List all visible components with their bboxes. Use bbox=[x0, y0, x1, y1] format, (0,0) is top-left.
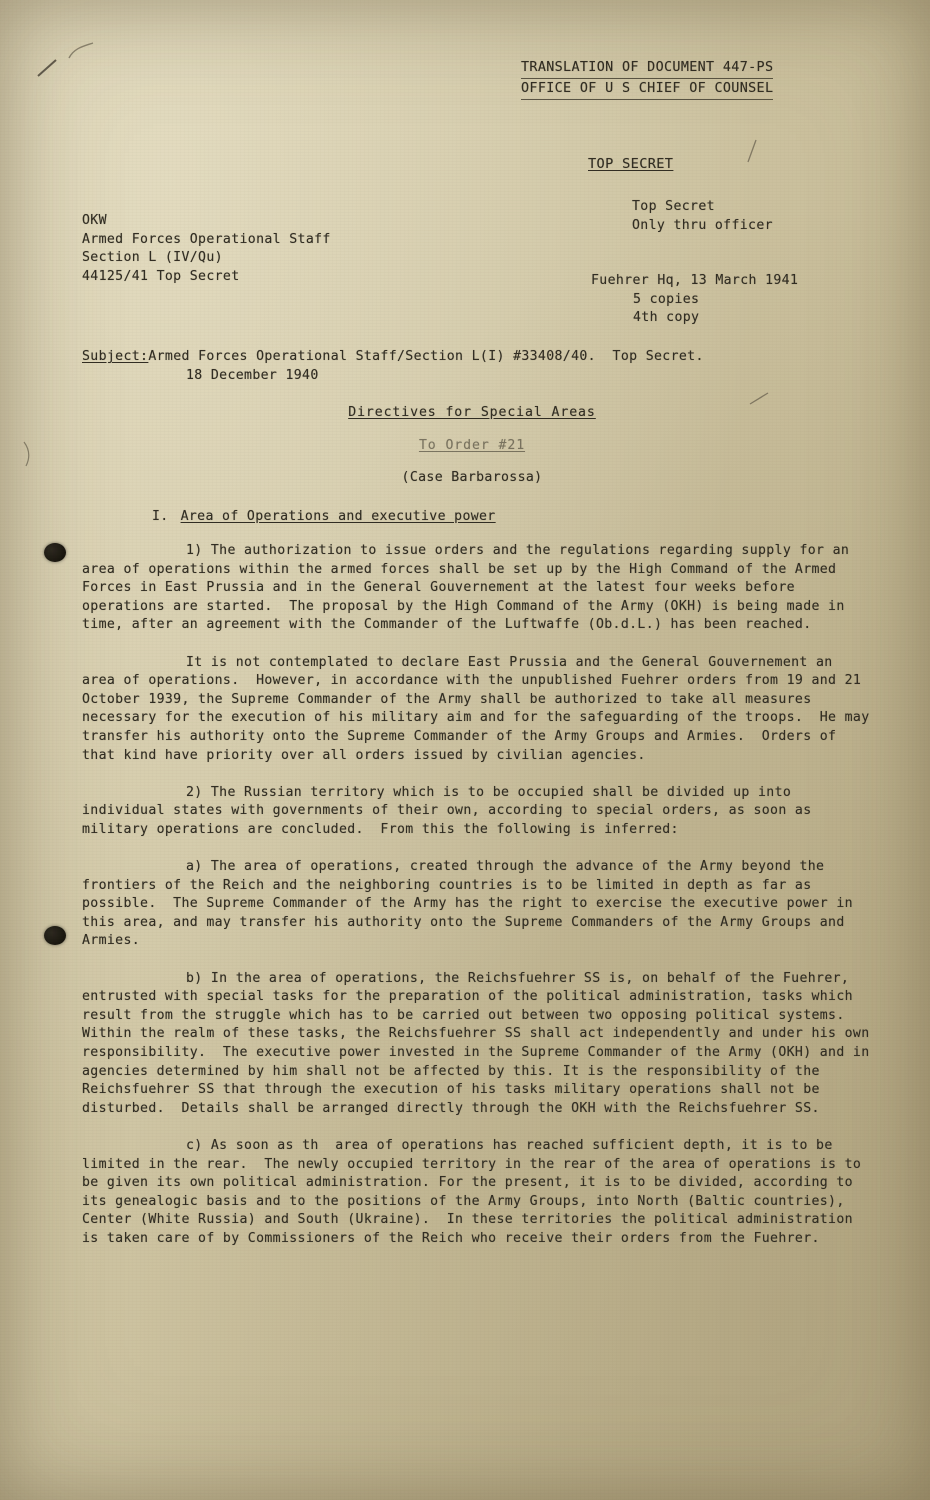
paragraph bbox=[82, 654, 878, 766]
paragraph-marker: a) bbox=[186, 859, 203, 875]
header-line-1 bbox=[521, 58, 881, 79]
originator-line-4: 44125/41 Top Secret bbox=[82, 268, 240, 284]
subject-block bbox=[82, 348, 862, 385]
originator-block bbox=[82, 212, 331, 286]
section-title: Area of Operations and executive power bbox=[180, 509, 496, 524]
subject-line-1: Armed Forces Operational Staff/Section L(I) #33408/40. Top Secret. bbox=[148, 349, 704, 364]
paragraph-marker: b) bbox=[186, 970, 203, 986]
section-heading bbox=[152, 508, 496, 527]
paragraph bbox=[82, 542, 872, 635]
classification-note bbox=[632, 198, 773, 235]
classification-note-line-1: Top Secret bbox=[632, 199, 715, 214]
subject-first-line bbox=[82, 348, 862, 367]
paragraph-text: In the area of operations, the Reichsfuehrer SS is, on behalf of the Fuehrer, entrusted with special tasks for the preparation of the political administration, tasks which result from the struggle which has to be carried out between two opposing political systems. Within the realm of these tasks, the Reichsfuehrer SS shall act independently and under his own responsibility. The executive power invested in the Supreme Commander of the Army (OKH) and in agencies determined by him shall not be affected by this. It is the responsibility of the Reichsfuehrer SS that through the execution of his tasks military operations shall not be disturbed. Details shall be arranged directly through the OKH with the Reichsfuehrer SS. bbox=[82, 970, 878, 1116]
title-line-1: Directives for Special Areas bbox=[348, 405, 596, 420]
originator-line-2: Armed Forces Operational Staff bbox=[82, 231, 331, 247]
pen-stroke-mark bbox=[744, 138, 760, 164]
pen-stroke-mark bbox=[20, 440, 40, 468]
document-body bbox=[82, 542, 878, 1267]
paragraph bbox=[82, 784, 872, 840]
section-heading-row bbox=[152, 508, 496, 527]
paragraph-text: It is not contemplated to declare East Prussia and the General Gouvernement an area of operations. However, in accordance with the unpublished Fuehrer orders from 19 and 21 October 1939, the Supreme Commander of the Army shall be authorized to take all measures necessary for the execution of his military aim and for the safeguarding of the troops. He may transfer his authority onto the Supreme Commander of the Army Groups and Armies. Orders of that kind have priority over all orders issued by civilian agencies. bbox=[82, 654, 878, 763]
title-line-2: To Order #21 bbox=[418, 437, 526, 453]
paragraph bbox=[82, 1137, 872, 1249]
dateline-line-1: Fuehrer Hq, 13 March 1941 bbox=[591, 273, 799, 288]
translation-header bbox=[521, 58, 881, 100]
paragraph bbox=[82, 970, 878, 1119]
punch-hole-mark bbox=[44, 926, 66, 945]
subject-label: Subject: bbox=[82, 349, 149, 364]
classification-note-line-2: Only thru officer bbox=[632, 217, 773, 233]
paragraph-text: The authorization to issue orders and the regulations regarding supply for an area of operations within the armed forces shall be set up by the High Command of the Armed Forces in East Prussia and in the General Gouvernement at the latest four weeks before operations are started. The proposal by the High Command of the Army (OKH) is being made in time, after an agreement with the Commander of the Luftwaffe (Ob.d.L.) has been reached. bbox=[82, 543, 858, 633]
paragraph-text: The Russian territory which is to be occupied shall be divided up into individual states with governments of their own, according to special orders, as soon as military operations are concluded. From this the following is inferred: bbox=[82, 784, 820, 837]
paragraph-text: The area of operations, created through the advance of the Army beyond the frontiers of the Reich and the neighboring countries is to be limited in depth as far as possible. The Supreme Commander of the Army has the right to exercise the executive power in this area, and may transfer his authority onto the Supreme Commanders of the Army Groups and Armies. bbox=[82, 859, 862, 949]
classification-stamp-text: TOP SECRET bbox=[588, 156, 674, 172]
originator-line-1: OKW bbox=[82, 213, 107, 228]
paragraph bbox=[82, 858, 872, 951]
header-line-2-text: OFFICE OF U S CHIEF OF COUNSEL bbox=[521, 79, 773, 100]
dateline-block bbox=[591, 272, 798, 328]
pen-stroke-mark bbox=[66, 40, 96, 62]
title-line-3: (Case Barbarossa) bbox=[401, 470, 543, 486]
paragraph-marker: 1) bbox=[186, 543, 203, 558]
paragraph-text: As soon as th area of operations has reached sufficient depth, it is to be limited in the rear. The newly occupied territory in the rear of the area of operations is to be given its own political administration. For the present, it is to be divided, according to its genealogic basis and to the positions of the Army Groups, into North (Baltic countries), Center (White Russia) and South (Ukraine). In these territories the political administration is taken care of by Commissioners of the Reich who receive their orders from the Fuehrer. bbox=[82, 1138, 870, 1246]
paragraph-marker: c) bbox=[186, 1138, 203, 1153]
header-line-2 bbox=[521, 79, 881, 100]
originator-line-3: Section L (IV/Qu) bbox=[82, 250, 223, 266]
classification-stamp bbox=[588, 155, 673, 174]
section-number: I. bbox=[152, 509, 169, 524]
corner-pen-mark bbox=[36, 58, 64, 80]
dateline-line-3: 4th copy bbox=[633, 310, 700, 326]
paragraph-marker: 2) bbox=[186, 784, 203, 800]
subject-line-2: 18 December 1940 bbox=[186, 367, 319, 383]
document-title bbox=[82, 404, 862, 488]
dateline-line-2: 5 copies bbox=[633, 291, 700, 307]
header-line-1-text: TRANSLATION OF DOCUMENT 447-PS bbox=[521, 58, 773, 79]
punch-hole-mark bbox=[44, 543, 66, 562]
